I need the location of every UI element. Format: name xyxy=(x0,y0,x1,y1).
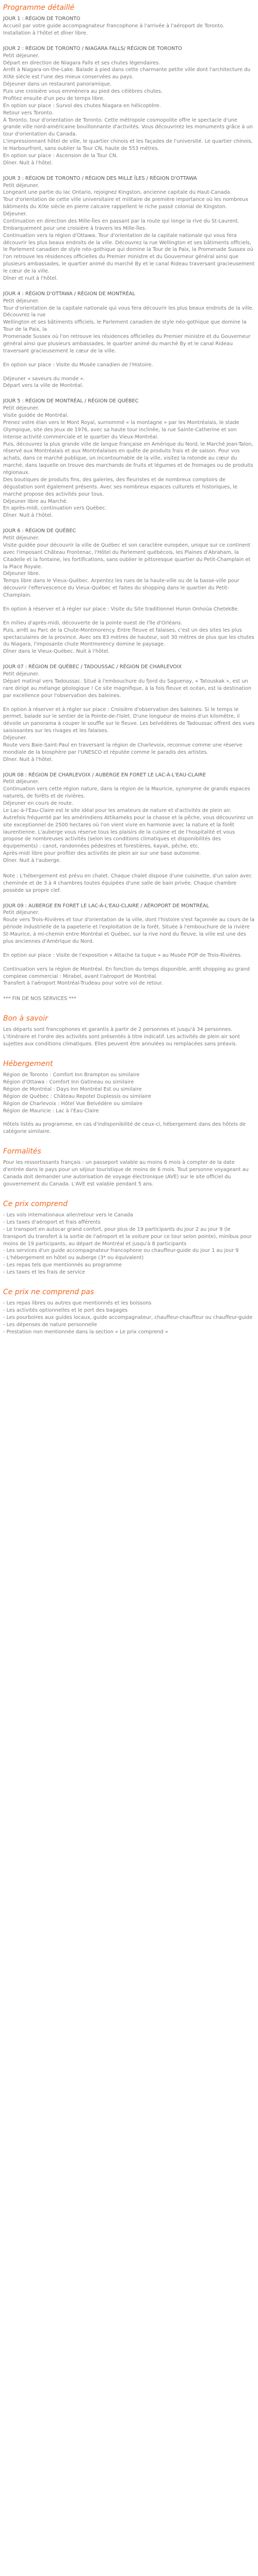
blank-line xyxy=(3,1114,255,1121)
day-text: Prenez votre élan vers le Mont Royal, surnommé « la montagne » par les Montréalais, le stade Olympique, site des Jeux de 1976, avec sa haute tour inclinée, la rue Sainte-Catherine et son intense activité commerciale et le quartier du Vieux-Montréal. xyxy=(3,419,239,440)
day-text: Petit déjeuner. xyxy=(3,182,39,189)
day-block xyxy=(3,291,255,390)
day-text: Puis, arrêt au Parc de la Chute-Montmorency. Entre fleuve et falaises, c'est un des sites les plus spectaculaires de la province. Avec ses 83 mètres de hauteur, soit 30 mètres de plus que les chutes du Niagara, l'imposante chute Montmorency domine le paysage. xyxy=(3,627,254,648)
day-title: JOUR 07 : RÉGION DE QUÉBEC / TADOUSSAC / RÉGION DE CHARLEVOIX xyxy=(3,664,182,670)
day-text: En après-midi, continuation vers Québec. xyxy=(3,505,107,512)
day-text: Départ vers la ville de Montréal. xyxy=(3,383,84,389)
day-block xyxy=(3,873,255,894)
day-text: Installation à l'hôtel et dîner libre. xyxy=(3,30,88,36)
day-text: Petit déjeuner. xyxy=(3,535,39,541)
day-block xyxy=(3,528,255,655)
day-text: Arrêt à Niagara-on-the-Lake. Balade à pied dans cette charmante petite ville dont l'architecture du XIXe siècle est l'une des mieux conservées au pays. xyxy=(3,67,251,80)
day-text: Tour d'orientation de la capitale nationale qui vous fera découvrir les plus beaux endroits de la ville. Découvrez la rue xyxy=(3,305,254,318)
hebergement-item: Hôtels listés au programme, en cas d'indisponibilité de ceux-ci, hébergement dans des hôtels de catégorie similaire. xyxy=(3,1122,246,1135)
hebergement-item: Région de Toronto : Comfort Inn Brampton ou similaire xyxy=(3,1072,140,1078)
day-text: Promenade Sussex où l'on retrouve les résidences officielles du Premier ministre et du Gouverneur général ainsi que plusieurs ambassades, le quartier animé du marché By et le canal Rideau traversant gracieusement le cœur de la ville. xyxy=(3,334,251,354)
day-text: Puis une croisière vous emmènera au pied des célèbres chutes. xyxy=(3,89,163,95)
day-text: Après-midi libre pour profiter des activités de plein air sur une base autonome. xyxy=(3,851,201,857)
prix-ne-comprend-item: - Les repas libres ou autres que mentionnés et les boissons xyxy=(3,1300,152,1307)
blank-line xyxy=(3,945,255,952)
day-title: JOUR 08 : RÉGION DE CHARLEVOIX / AUBERGE EN FORET LE LAC-À-L'EAU-CLAIRE xyxy=(3,772,206,778)
prix-comprend-item: - Les repas tels que mentionnés au programme xyxy=(3,1262,122,1268)
day-block xyxy=(3,45,255,167)
day-text: Visite guidée pour découvrir la ville de Québec et son caractère européen, unique sur ce continent avec l'imposant Château Frontenac, l'Hôtel du Parlement québécois, les Plaines d'Abraham, la Citadelle et la fontaine, les fortifications, sans oublier le pittoresque quartier du Petit-Champlain et la Place Royale. xyxy=(3,542,251,570)
prix-comprend-list xyxy=(3,1212,255,1276)
day-text: Continuation vers cette région nature, dans la région de la Mauricie, synonyme de grands espaces naturels, de forêts et de rivières. xyxy=(3,786,250,800)
day-text: Déjeuner dans un restaurant panoramique. xyxy=(3,81,112,88)
formalites-title: Formalités xyxy=(3,1147,41,1156)
day-text: Déjeuner. xyxy=(3,735,27,741)
prix-ne-comprend-item: - Les activités optionnelles et le port des bagages xyxy=(3,1308,128,1313)
day-block xyxy=(3,903,255,988)
day-text: Tour d'orientation de cette ville universitaire et militaire de première importance où les nombreux bâtiments du XIXe siècle en pierre calcaire rappellent le riche passé colonial de Kingston. xyxy=(3,197,249,210)
day-text: Départ matinal vers Tadoussac. Situé à l'embouchure du fjord du Saguenay, « Tatouskak », est un rare dirigé au mélange géologique ! Ce site magnifique, à la fois fleuve et océan, est la destination par excellence pour l'observation des baleines. xyxy=(3,678,251,699)
day-text: Dîner. Nuit à l'hôtel. xyxy=(3,513,53,519)
hebergement-list xyxy=(3,1072,255,1136)
day-title: JOUR 5 : RÉGION DE MONTRÉAL / RÉGION DE QUÉBEC xyxy=(3,398,139,404)
day-text: Note : L'hébergement est prévu en chalet. Chaque chalet dispose d'une cuisinette, d'un salon avec cheminée et de 3 à 4 chambres toutes équipées d'une salle de bain privée. Chaque chambre possède sa propre clef. xyxy=(3,873,252,893)
bon-savoir-title: Bon à savoir xyxy=(3,1014,48,1023)
day-text: Continuation vers la région d'Ottawa. Tour d'orientation de la capitale nationale qui vous fera découvrir les plus beaux endroits de la ville. Découvrez la rue Wellington et ses bâtiments officiels, le Parlement canadien de style néo-gothique qui domine la Tour de la Paix, la Promenade Sussex où l'on retrouve les résidences officielles du Premier ministre et du Gouverneur général ainsi que plusieurs ambassades, le quartier animé du marché By et le canal Rideau traversant gracieusement le cœur de la ville. xyxy=(3,232,255,275)
prix-comprend-item: - Le transport en autocar grand confort, pour plus de 19 participants du jour 2 au jour 9 (le transport du transfert à la sortie de l'aéroport et la voiture pour ce tour selon pointe), minibus pour moins de 19 participants, au départ de Montréal et jusqu'à 8 participants xyxy=(3,1226,252,1247)
day-text: Longeant une partie du lac Ontario, rejoignez Kingston, ancienne capitale du Haut-Canada. xyxy=(3,190,232,196)
day-text: Retour vers Toronto. xyxy=(3,110,54,116)
day-text: Wellington et ses bâtiments officiels, le Parlement canadien de style néo-gothique que domine la Tour de la Paix, la xyxy=(3,319,247,333)
day-block xyxy=(3,398,255,519)
programme-days xyxy=(3,15,255,987)
bon-savoir-text: L'itinéraire et l'ordre des activités sont présentés à titre indicatif. Les activités de plein air sont sujettes aux conditions climatiques. Elles peuvent être annulées ou remplacées sans préavis. xyxy=(3,1034,240,1047)
day-title: JOUR 09 : AUBERGE EN FORET LE LAC-À-L'EAU-CLAIRE / AÉROPORT DE MONTRÉAL xyxy=(3,903,209,909)
day-text: Déjeuner. xyxy=(3,211,27,217)
day-text: En option à réserver et à régler sur place : Visite du Site traditionnel Huron Onhoüa Chetek8e. xyxy=(3,606,239,612)
day-title: JOUR 3 : RÉGION DE TORONTO / RÉGION DES MILLE ÎLES / RÉGION D'OTTAWA xyxy=(3,175,197,181)
prix-ne-comprend-item: - Les dépenses de nature personnelle xyxy=(3,1321,98,1328)
blank-line xyxy=(3,355,255,362)
blank-line xyxy=(3,613,255,620)
prix-ne-comprend-item: - Prestation non mentionnée dans la section « Le prix comprend » xyxy=(3,1329,168,1335)
prix-comprend-title: Ce prix comprend xyxy=(3,1199,68,1208)
hebergement-item: Région d'Ottawa : Comfort Inn Gatineau ou similaire xyxy=(3,1079,134,1086)
prix-ne-comprend-title: Ce prix ne comprend pas xyxy=(3,1287,94,1296)
day-text: Petit déjeuner. xyxy=(3,671,39,677)
prix-comprend-item: - Les services d'un guide accompagnateur francophone ou chauffeur-guide du jour 1 au jour 9 xyxy=(3,1248,239,1254)
formalites-text: Pour les ressortissants français : un passeport valable au moins 6 mois à compter de la date d'entrée dans le pays pour un séjour touristique de moins de 6 mois. Tout personne voyageant au Canada doit demander une autorisation de voyage électronique (AVE) sur le site officiel du gouvernement du Canada. L'AVE est valable pendant 5 ans. xyxy=(3,1160,249,1187)
day-title: JOUR 6 : RÉGION DE QUÉBEC xyxy=(3,528,76,534)
day-text: Visite guidée de Montréal. xyxy=(3,413,69,419)
day-text: Départ en direction de Niagara Falls et ses chutes légendaires. xyxy=(3,60,160,66)
day-text: En option sur place : Survol des chutes Niagara en hélicoptère. xyxy=(3,103,161,109)
prix-comprend-item: - Les vols internationaux aller/retour vers le Canada xyxy=(3,1212,133,1218)
prix-comprend-item: - Les taxes d'aéroport et frais afférents xyxy=(3,1219,101,1225)
day-text: Petit déjeuner. xyxy=(3,298,39,304)
day-text: À Toronto, tour d'orientation de Toronto. Cette métropole cosmopolite offre le spectacle d'une grande ville nord-américaine bouillonnante d'activités. Vous découvrirez les monuments grâce à un tour d'orientation du Canada. xyxy=(3,117,253,138)
hebergement-item: Région de Charlevoix : Hôtel Vue Belvédère ou similaire xyxy=(3,1100,143,1107)
day-text: Des boutiques de produits fins, des galeries, des fleuristes et de nombreux comptoirs de dégustation sont également présents. Avec ses nombreux espaces culturels et historiques, le marché propose des activités pour tous. xyxy=(3,477,237,497)
day-text: Route vers Baie-Saint-Paul en traversant la région de Charlevoix, reconnue comme une réserve mondiale de la biosphère par l'UNESCO et réputée comme le paradis des artistes. xyxy=(3,742,243,755)
hebergement-title: Hébergement xyxy=(3,1060,53,1068)
day-text: En milieu d'après-midi, découverte de la pointe ouest de l'île d'Orléans. xyxy=(3,620,183,626)
day-text: Accueil par votre guide accompagnateur francophone à l'arrivée à l'aéroport de Toronto. xyxy=(3,23,224,29)
day-text: Petit déjeuner. xyxy=(3,53,39,59)
day-text: Embarquement pour une croisière à travers les Mille-Îles. xyxy=(3,225,147,231)
blank-line xyxy=(3,959,255,966)
day-text: En option à réserver et à régler sur place : Croisière d'observation des baleines. Si le temps le permet, balade sur le sentier de la Pointe-de-l'Islet. D'une longueur de moins d'un kilomètre, il dévoile un panorama à couper le souffle sur le fleuve. Les belvédères de Tadoussac offrent des vues saisissantes sur les rivages et les falaises. xyxy=(3,706,255,734)
day-text: Route vers Trois-Rivières et tour d'orientation de la ville, dont l'histoire s'est façonnée au cours de la période industrielle de la papeterie et l'exploitation de la forêt. Située à l'embouchure de la rivière St-Maurice, à mi-chemin entre Montréal et Québec, sur la rive nord du fleuve, la ville est une des plus anciennes d'Amérique du Nord. xyxy=(3,917,255,944)
day-text: Dîner dans le Vieux-Québec. Nuit à l'hôtel. xyxy=(3,649,110,655)
blank-line xyxy=(3,599,255,606)
day-text: L'impressionnant hôtel de ville, le quartier chinois et les façades de l'université. Le quartier chinois, le Harbourfront, sans oublier la Tour CN, haute de 553 mètres. xyxy=(3,139,253,152)
programme-title: Programme détaillé xyxy=(3,4,75,12)
day-block xyxy=(3,175,255,282)
day-text: Dîner. Nuit à l'auberge. xyxy=(3,858,61,864)
day-text: Dîner et nuit à l'hôtel. xyxy=(3,275,58,281)
blank-line xyxy=(3,700,255,706)
day-text: Continuation vers la région de Montréal. En fonction du temps disponible, arrêt shopping au grand complexe commercial : Mirabel, avant l'aéroport de Montréal. xyxy=(3,966,250,979)
day-text: En option sur place : Visite de l'exposition « Attache ta tuque » au Musée POP de Trois-Rivières. xyxy=(3,952,242,958)
blank-line xyxy=(3,369,255,376)
day-text: Petit déjeuner. xyxy=(3,779,39,785)
formalites-body xyxy=(3,1159,255,1188)
day-text: Déjeuner en cours de route. xyxy=(3,801,73,807)
day-title: JOUR 2 : RÉGION DE TORONTO / NIAGARA FALLS/ RÉGION DE TORONTO xyxy=(3,45,182,52)
hebergement-item: Région de Montréal : Days Inn Montréal Est ou similaire xyxy=(3,1086,142,1092)
day-block xyxy=(3,772,255,865)
day-block xyxy=(3,15,255,37)
day-text: Déjeuner « saveurs du monde ». xyxy=(3,376,85,382)
prix-comprend-item: - L'hébergement en hôtel ou auberge (3* ou équivalent) xyxy=(3,1255,144,1261)
prix-ne-comprend-item: - Les pourboires aux guides locaux, guide accompagnateur, chauffeur-chauffeur ou chauffeur-guide xyxy=(3,1314,253,1320)
day-text: Temps libre dans le Vieux-Québec. Arpentez les rues de la haute-ville ou de la basse-ville pour découvrir l'effervescence du Vieux-Québec et faites du shopping dans le quartier du Petit-Champlain. xyxy=(3,578,239,599)
day-text: Déjeuner libre au Marché. xyxy=(3,498,68,504)
bon-savoir-text: Les départs sont francophones et garantis à partir de 2 personnes et jusqu'à 34 personnes. xyxy=(3,1027,233,1033)
day-text: Continuation en direction des Mille-Îles en passant par la route qui longe la rive du St-Laurent. xyxy=(3,218,239,224)
end-of-services: *** FIN DE NOS SERVICES *** xyxy=(3,996,76,1002)
day-text: Déjeuner libre. xyxy=(3,571,40,577)
day-text: Profitez ensuite d'un peu de temps libre. xyxy=(3,95,105,101)
hebergement-item: Région de Québec : Château Repotel Duplessis ou similaire xyxy=(3,1093,152,1099)
prix-comprend-item: - Les taxes et les frais de service xyxy=(3,1269,85,1276)
day-title: JOUR 1 : RÉGION DE TORONTO xyxy=(3,16,80,22)
hebergement-item: Région de Mauricie : Lac à l'Eau-Claire xyxy=(3,1108,99,1114)
day-text: Dîner. Nuit à l'hôtel. xyxy=(3,756,53,762)
day-block xyxy=(3,664,255,763)
day-text: Transfert à l'aéroport Montréal-Trudeau pour votre vol de retour. xyxy=(3,980,163,987)
day-text: Puis, découvrez la plus grande ville de langue française en Amérique du Nord, le Marché Jean-Talon, réservé aux Montréalais et aux Montréalaises en quête de produits frais et de saison. Pour vos achats, dans ce marché publique, un incontournable de la ville, visitez la rotonde au cœur du marché, dans laquelle on trouve des marchands de fruits et légumes et de fromages ou de produits régionaux. xyxy=(3,441,253,476)
day-text: En option sur place : Visite du Musée canadien de l'Histoire. xyxy=(3,362,153,368)
prix-ne-comprend-list xyxy=(3,1300,255,1335)
day-text: Dîner. Nuit à l'hôtel. xyxy=(3,160,53,166)
day-text: Petit déjeuner. xyxy=(3,910,39,916)
day-text: En option sur place : Ascension de la Tour CN. xyxy=(3,152,118,159)
day-text: Petit déjeuner. xyxy=(3,405,39,412)
bon-savoir-body xyxy=(3,1026,255,1048)
day-text: Le Lac-à-l'Eau-Claire est le site idéal pour les amateurs de nature et d'activités de plein air. Autrefois fréquenté par les amérindiens Attikameks pour la chasse et la pêche, vous découvrirez un site exceptionnel de 2500 hectares où l'on vient vivre en harmonie avec la nature et la forêt laurentienne. L'auberge vous réserve tous les plaisirs de la cuisine et de l'hospitalité et vous propose de nombreuses activités (selon les conditions climatiques et disponibilités des équipements) : canot, randonnées pédestres et forestières, kayak, pêche, etc. xyxy=(3,807,253,850)
day-title: JOUR 4 : RÉGION D'OTTAWA / RÉGION DE MONTRÉAL xyxy=(3,291,135,297)
